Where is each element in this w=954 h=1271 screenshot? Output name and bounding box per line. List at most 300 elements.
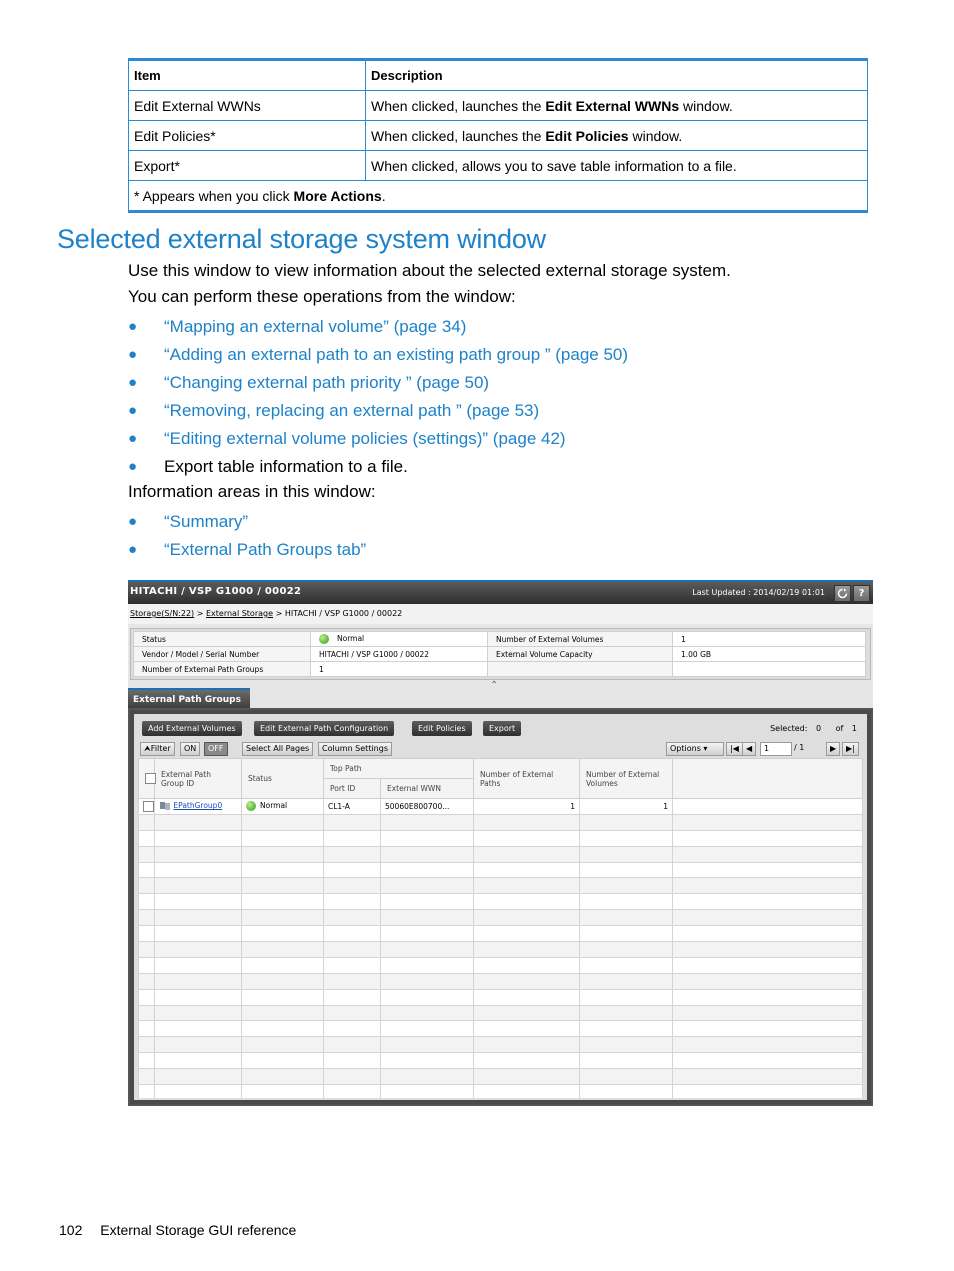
table-body bbox=[139, 799, 863, 815]
bullet-icon: ● bbox=[128, 374, 138, 391]
empty-cell bbox=[324, 862, 381, 878]
window-title: HITACHI / VSP G1000 / 00022 bbox=[130, 586, 302, 597]
empty-cell bbox=[139, 846, 155, 862]
footnote-text: * Appears when you click bbox=[134, 187, 294, 204]
empty-cell bbox=[155, 846, 242, 862]
empty-table-row bbox=[139, 1005, 863, 1021]
empty-rows bbox=[139, 814, 863, 1098]
refresh-icon[interactable] bbox=[834, 585, 851, 602]
description-cell bbox=[366, 121, 868, 151]
empty-cell bbox=[324, 1021, 381, 1037]
empty-cell bbox=[474, 814, 580, 830]
area-link[interactable]: “External Path Groups tab” bbox=[164, 540, 367, 559]
empty-cell bbox=[324, 1005, 381, 1021]
summary-value: 1.00 GB bbox=[673, 647, 866, 662]
empty-cell bbox=[155, 814, 242, 830]
summary-label: Number of External Volumes bbox=[488, 632, 673, 647]
collapse-caret-icon[interactable]: ⌃ bbox=[490, 680, 499, 691]
empty-cell bbox=[673, 814, 863, 830]
external-path-groups-table bbox=[138, 758, 863, 1098]
empty-cell bbox=[673, 1037, 863, 1053]
operation-link[interactable]: “Adding an external path to an existing path group ” (page 50) bbox=[164, 345, 629, 364]
empty-cell bbox=[673, 1053, 863, 1069]
bullet-icon: ● bbox=[128, 458, 138, 475]
empty-cell bbox=[580, 926, 673, 942]
description-text: window. bbox=[628, 127, 683, 144]
empty-cell bbox=[155, 942, 242, 958]
external-path-groups-panel bbox=[128, 708, 873, 1106]
footnote-bold: More Actions bbox=[293, 187, 382, 204]
empty-cell bbox=[155, 1069, 242, 1085]
empty-cell bbox=[673, 957, 863, 973]
item-cell: Edit Policies* bbox=[129, 121, 366, 151]
summary-value: 1 bbox=[311, 662, 488, 677]
operations-list bbox=[128, 313, 628, 481]
footnote-text: . bbox=[381, 187, 386, 204]
selected-count: 0 bbox=[816, 724, 822, 733]
empty-cell bbox=[139, 1021, 155, 1037]
list-item[interactable] bbox=[128, 369, 628, 397]
column-header-number-of-paths[interactable]: Number of External Paths bbox=[474, 759, 580, 799]
table-row bbox=[129, 151, 868, 181]
export-button[interactable]: Export bbox=[483, 721, 521, 736]
empty-cell bbox=[673, 846, 863, 862]
selected-total: 1 bbox=[851, 724, 857, 733]
panel-body bbox=[134, 714, 867, 1100]
empty-cell bbox=[324, 1053, 381, 1069]
empty-cell bbox=[242, 926, 324, 942]
help-button[interactable]: ? bbox=[853, 585, 870, 602]
empty-cell bbox=[474, 1053, 580, 1069]
empty-cell bbox=[580, 1053, 673, 1069]
operation-text: Export table information to a file. bbox=[164, 457, 408, 476]
empty-cell bbox=[474, 862, 580, 878]
empty-cell bbox=[242, 989, 324, 1005]
empty-table-row bbox=[139, 973, 863, 989]
empty-cell bbox=[242, 1037, 324, 1053]
empty-cell bbox=[580, 957, 673, 973]
empty-cell bbox=[139, 942, 155, 958]
empty-cell bbox=[155, 1021, 242, 1037]
empty-cell bbox=[474, 926, 580, 942]
status-cell bbox=[242, 799, 324, 815]
empty-cell bbox=[242, 846, 324, 862]
group-id-cell bbox=[155, 799, 242, 815]
table-footnote-row bbox=[129, 181, 868, 212]
summary-table bbox=[133, 631, 866, 677]
summary-label: Vendor / Model / Serial Number bbox=[134, 647, 311, 662]
empty-cell bbox=[474, 846, 580, 862]
description-text: When clicked, launches the bbox=[371, 97, 546, 114]
empty-cell bbox=[324, 942, 381, 958]
breadcrumb-current: HITACHI / VSP G1000 / 00022 bbox=[284, 609, 403, 618]
bullet-icon: ● bbox=[128, 513, 138, 530]
table-row bbox=[129, 121, 868, 151]
footer-title: External Storage GUI reference bbox=[100, 1222, 297, 1238]
empty-cell bbox=[474, 1069, 580, 1085]
area-link[interactable]: “Summary” bbox=[164, 512, 249, 531]
page-footer bbox=[59, 1222, 296, 1238]
column-header-port-id[interactable]: Port ID bbox=[324, 779, 381, 799]
empty-cell bbox=[139, 973, 155, 989]
empty-cell bbox=[474, 973, 580, 989]
empty-cell bbox=[381, 1021, 474, 1037]
empty-cell bbox=[580, 814, 673, 830]
empty-table-row bbox=[139, 942, 863, 958]
description-text: window. bbox=[679, 97, 733, 114]
empty-cell bbox=[139, 910, 155, 926]
bullet-icon: ● bbox=[128, 402, 138, 419]
empty-table-row bbox=[139, 989, 863, 1005]
status-text: Normal bbox=[260, 801, 288, 811]
select-all-pages-button[interactable]: Select All Pages bbox=[242, 742, 313, 756]
empty-cell bbox=[474, 957, 580, 973]
page-number: 102 bbox=[59, 1222, 83, 1238]
selected-label: Selected: bbox=[770, 724, 808, 733]
column-header-status[interactable]: Status bbox=[242, 759, 324, 799]
empty-cell bbox=[242, 814, 324, 830]
empty-cell bbox=[155, 957, 242, 973]
empty-cell bbox=[155, 926, 242, 942]
empty-cell bbox=[474, 1037, 580, 1053]
column-header-group-id[interactable]: External Path Group ID bbox=[155, 759, 242, 799]
empty-cell bbox=[673, 1005, 863, 1021]
empty-table-row bbox=[139, 894, 863, 910]
column-header-number-of-volumes[interactable]: Number of External Volumes bbox=[580, 759, 673, 799]
empty-cell bbox=[381, 989, 474, 1005]
intro-paragraph: Use this window to view information about the selected external storage system. bbox=[128, 261, 731, 280]
summary-label: Number of External Path Groups bbox=[134, 662, 311, 677]
empty-cell bbox=[139, 878, 155, 894]
empty-cell bbox=[580, 973, 673, 989]
areas-list bbox=[128, 508, 366, 564]
column-settings-button[interactable]: Column Settings bbox=[318, 742, 392, 756]
num-volumes-cell: 1 bbox=[580, 799, 673, 815]
empty-cell bbox=[242, 1021, 324, 1037]
areas-intro: Information areas in this window: bbox=[128, 482, 376, 501]
page-total: / 1 bbox=[794, 743, 805, 752]
empty-cell bbox=[381, 1069, 474, 1085]
empty-cell bbox=[139, 957, 155, 973]
empty-cell bbox=[324, 894, 381, 910]
empty-cell bbox=[381, 846, 474, 862]
list-item[interactable] bbox=[128, 341, 628, 369]
empty-cell bbox=[580, 830, 673, 846]
empty-cell bbox=[324, 973, 381, 989]
last-page-icon[interactable]: ▶| bbox=[842, 742, 859, 756]
empty-cell bbox=[242, 878, 324, 894]
empty-cell bbox=[155, 1005, 242, 1021]
empty-cell bbox=[673, 910, 863, 926]
empty-cell bbox=[139, 1085, 155, 1098]
empty-cell bbox=[474, 1021, 580, 1037]
empty-cell bbox=[139, 926, 155, 942]
empty-cell bbox=[324, 846, 381, 862]
empty-cell bbox=[155, 989, 242, 1005]
list-item[interactable] bbox=[128, 425, 628, 453]
empty-cell bbox=[474, 894, 580, 910]
bullet-icon: ● bbox=[128, 541, 138, 558]
empty-cell bbox=[474, 1005, 580, 1021]
empty-table-row bbox=[139, 846, 863, 862]
empty-cell bbox=[381, 814, 474, 830]
empty-cell bbox=[580, 878, 673, 894]
empty-cell bbox=[324, 926, 381, 942]
wwn-cell: 50060E800700... bbox=[381, 799, 474, 815]
empty-cell bbox=[673, 830, 863, 846]
description-text: When clicked, allows you to save table information to a file. bbox=[371, 157, 737, 174]
empty-cell bbox=[242, 957, 324, 973]
empty-cell bbox=[381, 1085, 474, 1098]
empty-cell bbox=[580, 1085, 673, 1098]
empty-cell bbox=[242, 830, 324, 846]
first-page-icon[interactable]: |◀ bbox=[726, 742, 743, 756]
empty-cell bbox=[324, 1069, 381, 1085]
empty-cell bbox=[474, 942, 580, 958]
empty-cell bbox=[381, 910, 474, 926]
empty-cell bbox=[139, 1053, 155, 1069]
empty-cell bbox=[673, 862, 863, 878]
empty-cell bbox=[242, 894, 324, 910]
empty-cell bbox=[242, 910, 324, 926]
selected-of: of bbox=[835, 724, 844, 733]
add-external-volumes-button[interactable]: Add External Volumes bbox=[142, 721, 242, 736]
empty-cell bbox=[139, 814, 155, 830]
checkbox[interactable] bbox=[145, 773, 156, 784]
empty-cell bbox=[580, 1069, 673, 1085]
row-checkbox-cell[interactable] bbox=[139, 799, 155, 815]
list-item[interactable] bbox=[128, 536, 366, 564]
empty-cell bbox=[381, 973, 474, 989]
empty-cell bbox=[381, 862, 474, 878]
empty-table-row bbox=[139, 878, 863, 894]
empty-table-row bbox=[139, 862, 863, 878]
empty-cell bbox=[580, 846, 673, 862]
reference-table bbox=[128, 58, 868, 213]
empty-cell bbox=[324, 957, 381, 973]
empty-table-row bbox=[139, 957, 863, 973]
description-bold: Edit Policies bbox=[545, 127, 629, 144]
prev-page-icon[interactable]: ◀ bbox=[742, 742, 756, 756]
empty-cell bbox=[673, 973, 863, 989]
empty-cell bbox=[673, 942, 863, 958]
filter-on-toggle[interactable]: ON bbox=[180, 742, 200, 756]
summary-value: 1 bbox=[673, 632, 866, 647]
summary-label: External Volume Capacity bbox=[488, 647, 673, 662]
empty-cell bbox=[139, 1037, 155, 1053]
empty-cell bbox=[673, 1021, 863, 1037]
breadcrumb-root[interactable]: Storage(S/N:22) bbox=[130, 609, 195, 618]
breadcrumb-separator: > bbox=[196, 609, 204, 618]
empty-cell bbox=[242, 862, 324, 878]
list-item[interactable] bbox=[128, 397, 628, 425]
column-header-top-path: Top Path bbox=[324, 759, 474, 779]
window-screenshot bbox=[128, 580, 873, 1106]
empty-cell bbox=[381, 1005, 474, 1021]
empty-cell bbox=[155, 1053, 242, 1069]
port-id-cell: CL1-A bbox=[324, 799, 381, 815]
summary-panel bbox=[130, 628, 871, 680]
empty-cell bbox=[381, 926, 474, 942]
edit-policies-button[interactable]: Edit Policies bbox=[412, 721, 472, 736]
path-group-link[interactable]: EPathGroup0 bbox=[173, 801, 223, 811]
checkbox[interactable] bbox=[143, 801, 154, 812]
empty-cell bbox=[324, 910, 381, 926]
empty-cell bbox=[580, 1021, 673, 1037]
empty-cell bbox=[242, 973, 324, 989]
section-heading: Selected external storage system window bbox=[57, 224, 546, 254]
list-item[interactable] bbox=[128, 508, 366, 536]
edit-external-path-configuration-button[interactable]: Edit External Path Configuration bbox=[254, 721, 394, 736]
breadcrumb-separator: > bbox=[275, 609, 283, 618]
empty-cell bbox=[381, 957, 474, 973]
empty-cell bbox=[155, 973, 242, 989]
empty-cell bbox=[324, 814, 381, 830]
empty-cell bbox=[580, 862, 673, 878]
empty-table-row bbox=[139, 1037, 863, 1053]
operation-link[interactable]: “Changing external path priority ” (page 50) bbox=[164, 373, 490, 392]
empty-cell bbox=[673, 926, 863, 942]
empty-cell bbox=[381, 942, 474, 958]
num-paths-cell: 1 bbox=[474, 799, 580, 815]
window-titlebar bbox=[128, 580, 873, 604]
empty-cell bbox=[155, 862, 242, 878]
empty-cell bbox=[580, 894, 673, 910]
operation-link[interactable]: “Mapping an external volume” (page 34) bbox=[164, 317, 467, 336]
empty-cell bbox=[139, 1069, 155, 1085]
breadcrumb bbox=[128, 604, 873, 624]
empty-cell bbox=[474, 830, 580, 846]
empty-table-row bbox=[139, 830, 863, 846]
description-bold: Edit External WWNs bbox=[545, 97, 680, 114]
operation-link[interactable]: “Editing external volume policies (settings)” (page 42) bbox=[164, 429, 566, 448]
empty-cell bbox=[155, 1085, 242, 1098]
item-cell: Export* bbox=[129, 151, 366, 181]
empty-cell bbox=[580, 1037, 673, 1053]
empty-cell bbox=[139, 1005, 155, 1021]
empty-cell bbox=[324, 989, 381, 1005]
description-cell bbox=[366, 91, 868, 121]
column-header-external-wwn[interactable]: External WWN bbox=[381, 779, 474, 799]
empty-cell bbox=[155, 910, 242, 926]
breadcrumb-trail bbox=[130, 609, 402, 618]
empty-cell bbox=[242, 1005, 324, 1021]
empty-table-row bbox=[139, 1021, 863, 1037]
list-item bbox=[128, 453, 628, 481]
table-toolbar bbox=[138, 742, 863, 756]
empty-cell bbox=[474, 878, 580, 894]
empty-cell bbox=[673, 1085, 863, 1098]
empty-table-row bbox=[139, 1053, 863, 1069]
operations-intro: You can perform these operations from the window: bbox=[128, 287, 516, 306]
bullet-icon: ● bbox=[128, 346, 138, 363]
summary-empty bbox=[488, 662, 673, 677]
empty-cell bbox=[474, 1085, 580, 1098]
empty-cell bbox=[381, 830, 474, 846]
bullet-icon: ● bbox=[128, 430, 138, 447]
footnote-cell bbox=[129, 181, 868, 212]
empty-cell bbox=[324, 830, 381, 846]
empty-cell bbox=[139, 830, 155, 846]
filter-button[interactable]: ⮝Filter bbox=[140, 742, 175, 756]
summary-label: Status bbox=[134, 632, 311, 647]
empty-cell bbox=[155, 1037, 242, 1053]
empty-cell bbox=[139, 989, 155, 1005]
status-normal-icon bbox=[319, 634, 329, 644]
empty-cell bbox=[139, 894, 155, 910]
table-row[interactable] bbox=[139, 799, 863, 815]
empty-cell bbox=[381, 1053, 474, 1069]
empty-cell bbox=[324, 1037, 381, 1053]
description-text: When clicked, launches the bbox=[371, 127, 546, 144]
operation-link[interactable]: “Removing, replacing an external path ” (page 53) bbox=[164, 401, 540, 420]
empty-cell bbox=[155, 830, 242, 846]
empty-table-row bbox=[139, 1069, 863, 1085]
item-cell: Edit External WWNs bbox=[129, 91, 366, 121]
empty-cell bbox=[381, 1037, 474, 1053]
column-header-item: Item bbox=[129, 60, 366, 91]
filter-off-toggle[interactable]: OFF bbox=[204, 742, 228, 756]
list-item[interactable] bbox=[128, 313, 628, 341]
empty-cell bbox=[580, 910, 673, 926]
empty-table-row bbox=[139, 814, 863, 830]
empty-cell bbox=[242, 1069, 324, 1085]
empty-cell bbox=[580, 942, 673, 958]
selection-count bbox=[770, 724, 857, 733]
empty-cell bbox=[242, 942, 324, 958]
tab-external-path-groups[interactable]: External Path Groups bbox=[128, 688, 250, 708]
bullet-icon: ● bbox=[128, 318, 138, 335]
summary-value: HITACHI / VSP G1000 / 00022 bbox=[311, 647, 488, 662]
last-updated: Last Updated : 2014/02/19 01:01 bbox=[692, 588, 825, 597]
empty-cell bbox=[580, 989, 673, 1005]
empty-table-row bbox=[139, 926, 863, 942]
options-dropdown[interactable]: Options ▾ bbox=[666, 742, 724, 756]
empty-cell bbox=[381, 894, 474, 910]
summary-value bbox=[311, 632, 488, 647]
empty-cell bbox=[381, 878, 474, 894]
next-page-icon[interactable]: ▶ bbox=[826, 742, 840, 756]
empty-cell bbox=[324, 1085, 381, 1098]
empty-cell bbox=[242, 1085, 324, 1098]
description-cell bbox=[366, 151, 868, 181]
column-header-description: Description bbox=[366, 60, 868, 91]
empty-cell bbox=[474, 989, 580, 1005]
path-group-icon bbox=[159, 801, 171, 811]
empty-table-row bbox=[139, 910, 863, 926]
page-number-input[interactable]: 1 bbox=[760, 742, 792, 756]
breadcrumb-external-storage[interactable]: External Storage bbox=[205, 609, 274, 618]
empty-cell bbox=[580, 1005, 673, 1021]
status-text: Normal bbox=[337, 634, 365, 643]
empty-cell bbox=[673, 894, 863, 910]
empty-cell bbox=[673, 989, 863, 1005]
empty-cell bbox=[155, 878, 242, 894]
status-normal-icon bbox=[246, 801, 256, 811]
empty-cell bbox=[155, 894, 242, 910]
table-header-row bbox=[129, 60, 868, 91]
filler-cell bbox=[673, 799, 863, 815]
empty-cell bbox=[474, 910, 580, 926]
select-all-checkbox-cell[interactable] bbox=[139, 759, 155, 799]
empty-cell bbox=[139, 862, 155, 878]
empty-cell bbox=[673, 1069, 863, 1085]
column-header-filler bbox=[673, 759, 863, 799]
empty-cell bbox=[673, 878, 863, 894]
table-row bbox=[129, 91, 868, 121]
empty-table-row bbox=[139, 1085, 863, 1098]
empty-cell bbox=[242, 1053, 324, 1069]
